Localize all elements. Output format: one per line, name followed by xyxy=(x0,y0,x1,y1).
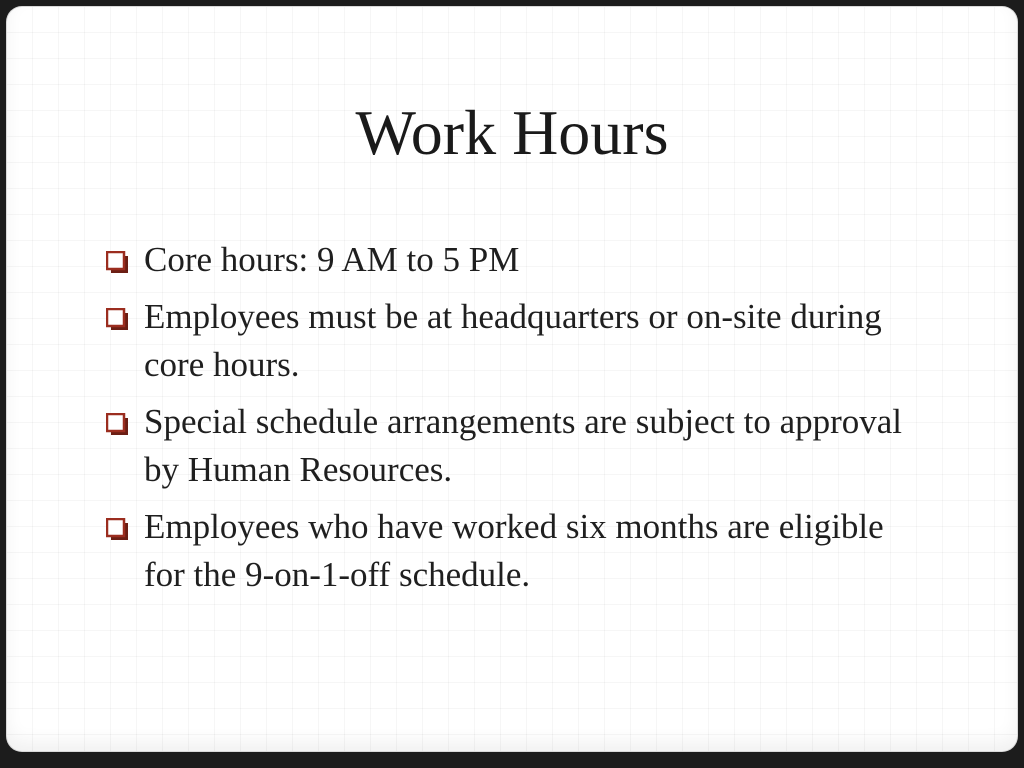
bullet-text: Employees must be at headquarters or on-site during core hours. xyxy=(144,297,882,384)
bullet-text: Core hours: 9 AM to 5 PM xyxy=(144,240,520,279)
checkbox-bullet-icon xyxy=(106,518,130,540)
checkbox-bullet-icon xyxy=(106,251,130,273)
slide xyxy=(6,6,1018,752)
slide-title: Work Hours xyxy=(355,97,669,168)
bullet-text: Special schedule arrangements are subject to approval by Human Resources. xyxy=(144,402,903,489)
bullet-text: Employees who have worked six months are eligible for the 9-on-1-off schedule. xyxy=(144,507,884,594)
checkbox-bullet-icon xyxy=(106,413,130,435)
checkbox-bullet-icon xyxy=(106,308,130,330)
bullet-list xyxy=(104,236,924,608)
list-item xyxy=(104,293,924,389)
list-item xyxy=(104,398,924,494)
list-item xyxy=(104,503,924,599)
list-item xyxy=(104,236,924,284)
